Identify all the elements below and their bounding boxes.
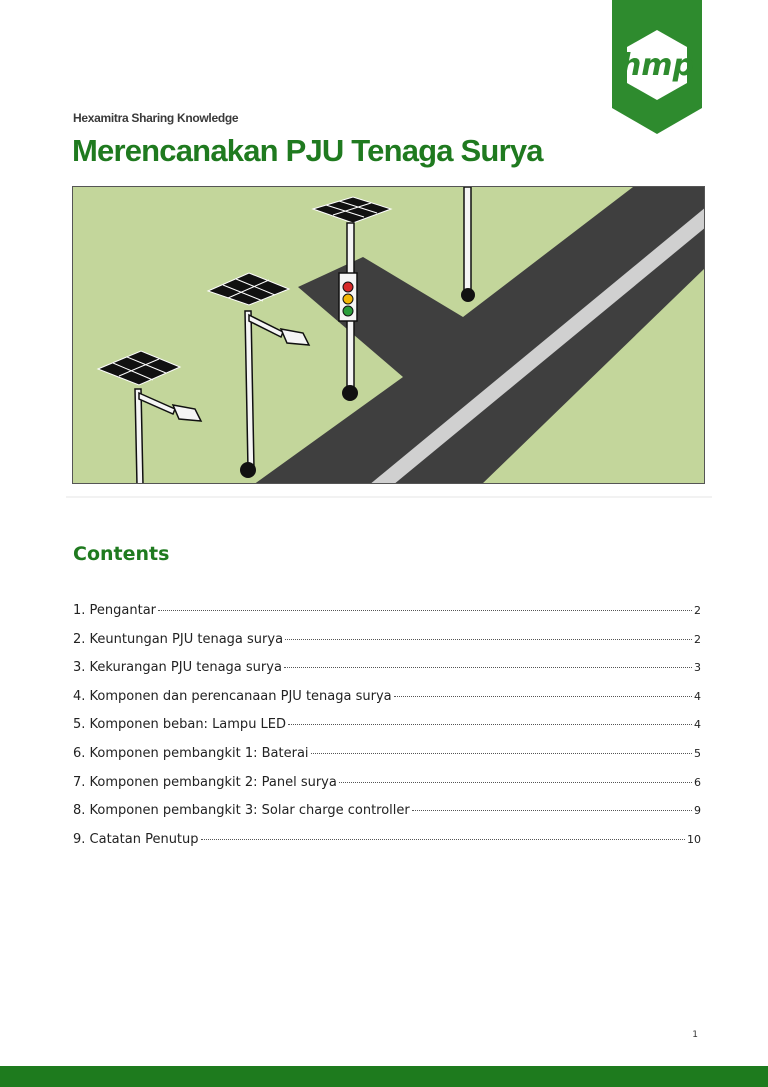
toc-leader-dots bbox=[311, 753, 692, 754]
toc-entry[interactable] bbox=[73, 603, 701, 632]
toc-leader-dots bbox=[394, 696, 692, 697]
toc-leader-dots bbox=[339, 782, 692, 783]
toc-entry-page: 4 bbox=[694, 689, 701, 703]
toc-entry-page: 9 bbox=[694, 804, 701, 818]
table-of-contents bbox=[73, 603, 701, 860]
page-number: 1 bbox=[692, 1030, 698, 1040]
contents-heading: Contents bbox=[73, 543, 170, 565]
illustration-divider bbox=[66, 496, 712, 498]
logo-text: hmp bbox=[619, 48, 695, 83]
toc-entry-label: 7. Komponen pembangkit 2: Panel surya bbox=[73, 774, 337, 790]
toc-leader-dots bbox=[285, 639, 692, 640]
toc-entry-label: 5. Komponen beban: Lampu LED bbox=[73, 717, 287, 733]
footer-bar bbox=[0, 1066, 768, 1087]
toc-entry-page: 3 bbox=[694, 661, 701, 675]
toc-leader-dots bbox=[284, 667, 692, 668]
solar-street-light-illustration bbox=[72, 186, 705, 484]
toc-entry-label: 8. Komponen pembangkit 3: Solar charge controller bbox=[73, 803, 410, 819]
toc-entry-label: 4. Komponen dan perencanaan PJU tenaga surya bbox=[73, 688, 392, 704]
toc-entry-page: 5 bbox=[694, 746, 701, 760]
toc-entry-page: 2 bbox=[694, 632, 701, 646]
toc-leader-dots bbox=[201, 839, 685, 840]
toc-entry-label: 9. Catatan Penutup bbox=[73, 831, 199, 847]
document-kicker: Hexamitra Sharing Knowledge bbox=[73, 111, 239, 125]
toc-entry-page: 10 bbox=[687, 832, 701, 846]
toc-leader-dots bbox=[288, 724, 692, 725]
toc-leader-dots bbox=[412, 810, 692, 811]
toc-entry-label: 6. Komponen pembangkit 1: Baterai bbox=[73, 745, 309, 761]
toc-entry[interactable] bbox=[73, 775, 701, 804]
toc-entry-label: 3. Kekurangan PJU tenaga surya bbox=[73, 660, 282, 676]
toc-entry[interactable] bbox=[73, 632, 701, 661]
hexamitra-logo bbox=[612, 0, 702, 134]
toc-entry[interactable] bbox=[73, 803, 701, 832]
toc-entry-label: 1. Pengantar bbox=[73, 603, 157, 618]
toc-entry[interactable] bbox=[73, 717, 701, 746]
toc-entry[interactable] bbox=[73, 832, 701, 861]
toc-entry[interactable] bbox=[73, 689, 701, 718]
toc-leader-dots bbox=[158, 610, 692, 611]
toc-entry[interactable] bbox=[73, 746, 701, 775]
toc-entry-label: 2. Keuntungan PJU tenaga surya bbox=[73, 631, 284, 647]
toc-entry-page: 6 bbox=[694, 775, 701, 789]
toc-entry[interactable] bbox=[73, 660, 701, 689]
document-title: Merencanakan PJU Tenaga Surya bbox=[72, 133, 543, 168]
toc-entry-page: 4 bbox=[694, 718, 701, 732]
toc-entry-page: 2 bbox=[694, 604, 701, 617]
